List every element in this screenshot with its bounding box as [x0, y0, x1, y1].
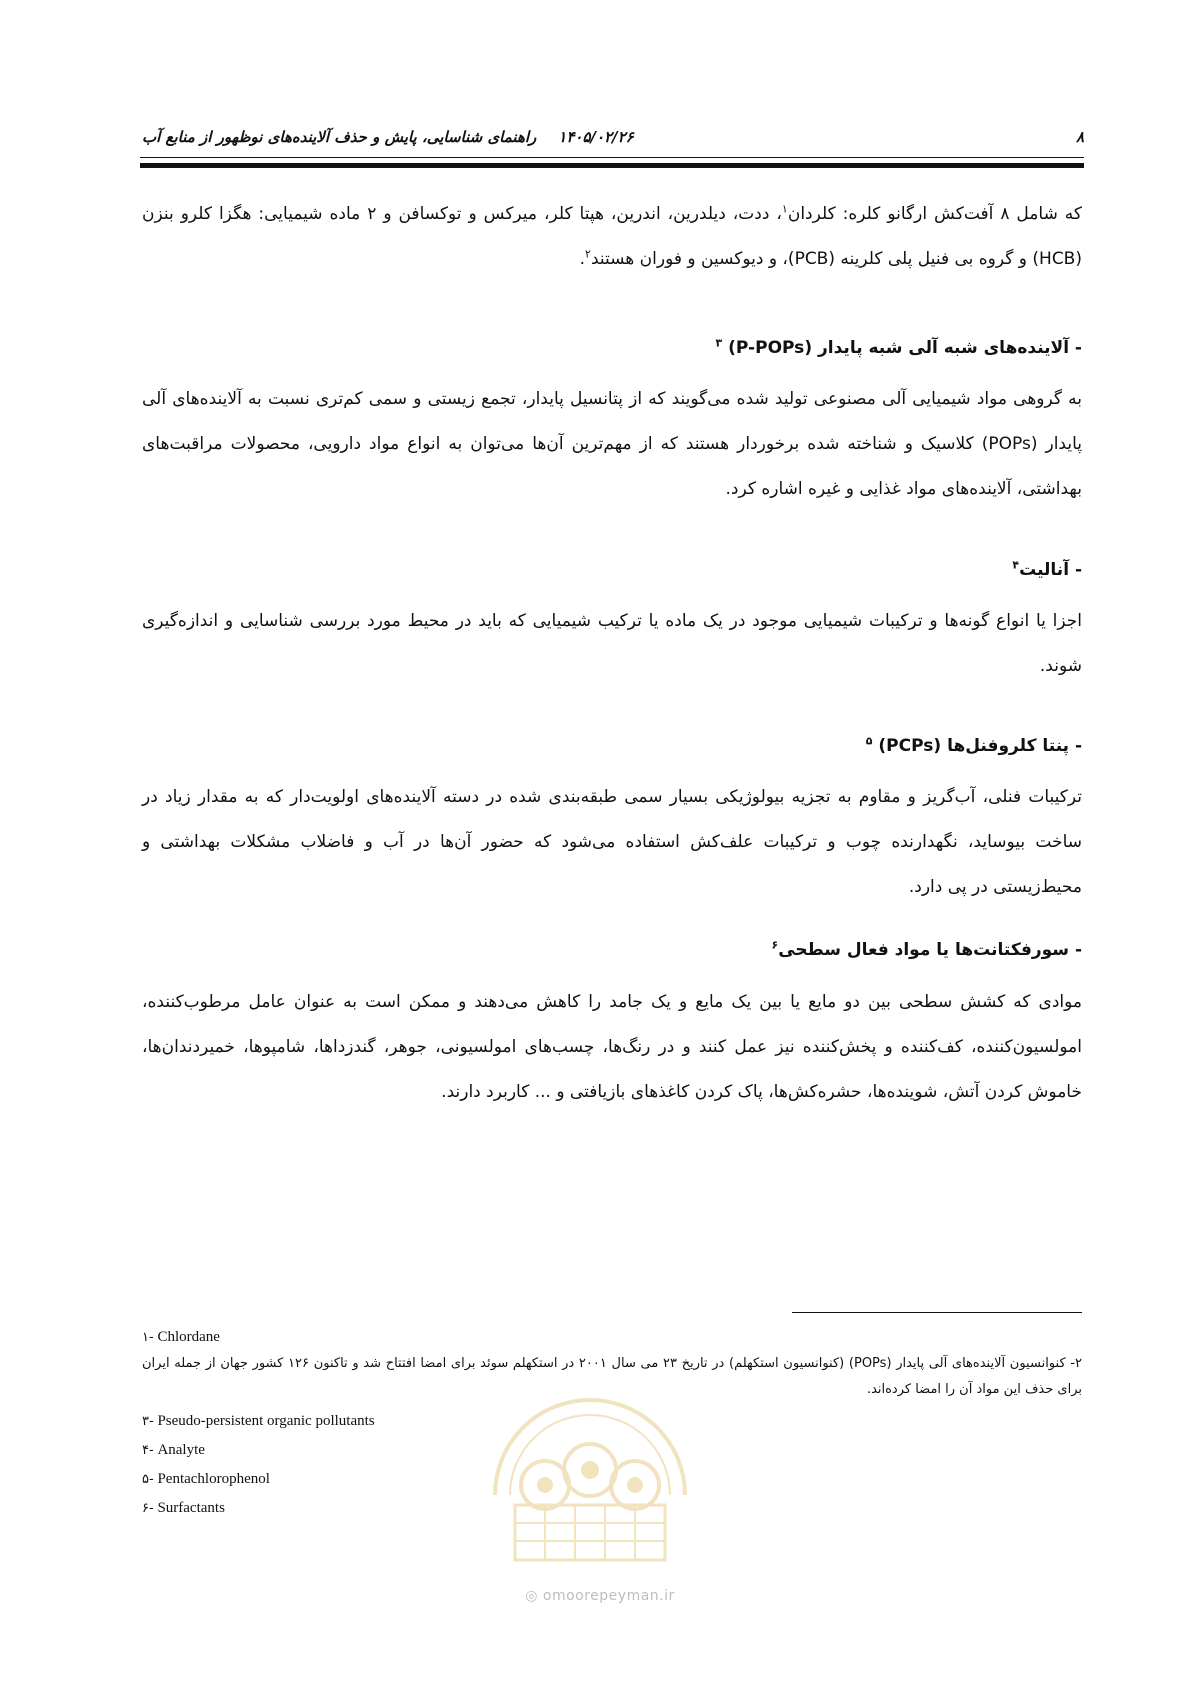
header-rule-thin [140, 157, 1084, 158]
footnote-rule [792, 1312, 1082, 1313]
watermark-site: ◎ omoorepeyman.ir [525, 1588, 675, 1604]
heading-analyte-text: - آنالیت [1019, 560, 1082, 580]
footnote-5-number: ۵- [142, 1472, 154, 1487]
intro-text-2: ، ددت، دیلدرین، اندرین، هپتا کلر، میرکس و توکسافن و ۲ ماده شیمیایی: هگزا کلرو بنزن (HCB) و گروه بی فنیل پلی کلرینه (PCB)، و دیوکسین و فوران هستند [142, 204, 1082, 269]
footnote-5-text: Pentachlorophenol [157, 1471, 270, 1487]
header-title-group [142, 128, 634, 146]
heading-surfactants [142, 935, 1082, 965]
page-number: ۸ [1075, 128, 1084, 146]
intro-text-end: . [579, 249, 586, 269]
footnote-ref-2: ۲ [585, 247, 591, 261]
footnote-5 [142, 1469, 270, 1490]
heading-p-pops [142, 333, 1082, 363]
p-pops-paragraph: به گروهی مواد شیمیایی آلی مصنوعی تولید شده می‌گویند که از پتانسیل پایدار، تجمع زیستی و سمی کم‌تری نسبت به آلاینده‌های آلی پایدار (POPs) کلاسیک و شناخته شده برخوردار هستند که از مهم‌ترین آن‌ها می‌توان به انواع مواد دارویی، محصولات مراقبت‌های بهداشتی، آلاینده‌های مواد غذایی و غیره اشاره کرد. [142, 389, 1082, 499]
footnote-ref-5: ۵ [865, 734, 873, 748]
header-rule-thick [140, 163, 1084, 168]
footnote-2: ۲- کنوانسیون آلاینده‌های آلی پایدار (POPs) (کنوانسیون استکهلم) در تاریخ ۲۳ می سال ۲۰۰۱ در استکهلم سوئد برای امضا افتتاح شد و تاکنون ۱۲۶ کشور جهان از جمله ایران برای حذف این مواد آن را امضا کرده‌اند. [142, 1356, 1082, 1397]
heading-pcps-text: - پنتا کلروفنل‌ها (PCPs) [878, 736, 1082, 756]
pcps-paragraph: ترکیبات فنلی، آب‌گریز و مقاوم به تجزیه بیولوژیکی بسیار سمی طبقه‌بندی شده در دسته آلاینده‌های اولویت‌دار که به مقدار زیاد در ساخت بیوساید، نگهدارنده چوب و ترکیبات علف‌کش استفاده می‌شود که حضور آن‌ها در آب و فاضلاب مشکلات بهداشتی و محیط‌زیستی در پی دارد. [142, 787, 1082, 897]
footnote-1 [142, 1327, 220, 1348]
footnote-4-number: ۴- [142, 1443, 154, 1458]
intro-paragraph [142, 192, 1082, 282]
heading-analyte [142, 555, 1082, 585]
header-title: راهنمای شناسایی، پایش و حذف آلاینده‌های نوظهور از منابع آب [142, 128, 537, 146]
surfactants-paragraph: موادی که کشش سطحی بین دو مایع یا بین یک مایع و یک جامد را کاهش می‌دهند و ممکن است به عنوان عامل مرطوب‌کننده، امولسیون‌کننده، کف‌کننده و پخش‌کننده نیز عمل کنند و در رنگ‌ها، چسب‌های امولسیونی، جوهر، گندزداها، شامپوها، خمیردندان‌ها، خاموش کردن آتش، شوینده‌ها، حشره‌کش‌ها، پاک کردن کاغذهای بازیافتی و ... کاربرد دارند. [142, 992, 1082, 1102]
footnote-ref-4: ۴ [1012, 558, 1020, 572]
footnote-ref-6: ۶ [771, 938, 779, 952]
footnote-3-text: Pseudo-persistent organic pollutants [157, 1413, 375, 1429]
footnote-3-number: ۳- [142, 1414, 154, 1429]
intro-text-1: که شامل ۸ آفت‌کش ارگانو کلره: کلردان [787, 204, 1083, 224]
footnote-4-text: Analyte [157, 1442, 205, 1458]
footnote-1-text: Chlordane [157, 1329, 220, 1345]
footnote-3 [142, 1411, 375, 1432]
footnote-4 [142, 1440, 205, 1461]
heading-pcps [142, 731, 1082, 761]
footnote-6-number: ۶- [142, 1501, 154, 1516]
header-date: ۱۴۰۵/۰۲/۲۶ [558, 128, 634, 146]
footnote-ref-1: ۱ [781, 202, 788, 216]
footnote-ref-3: ۳ [715, 336, 723, 350]
heading-p-pops-text: - آلاینده‌های شبه آلی شبه پایدار (P-POPs) [728, 338, 1082, 358]
footnote-6-text: Surfactants [157, 1500, 225, 1516]
analyte-paragraph: اجزا یا انواع گونه‌ها و ترکیبات شیمیایی موجود در یک ماده یا ترکیب شیمیایی که باید در محیط مورد بررسی شناسایی و اندازه‌گیری شوند. [142, 611, 1082, 676]
heading-surfactants-text: - سورفکتانت‌ها یا مواد فعال سطحی [778, 940, 1082, 960]
watermark-site-text: omoorepeyman.ir [542, 1588, 675, 1604]
footnote-6 [142, 1498, 225, 1519]
footnote-1-number: ۱- [142, 1330, 154, 1345]
page-header [142, 128, 1084, 148]
